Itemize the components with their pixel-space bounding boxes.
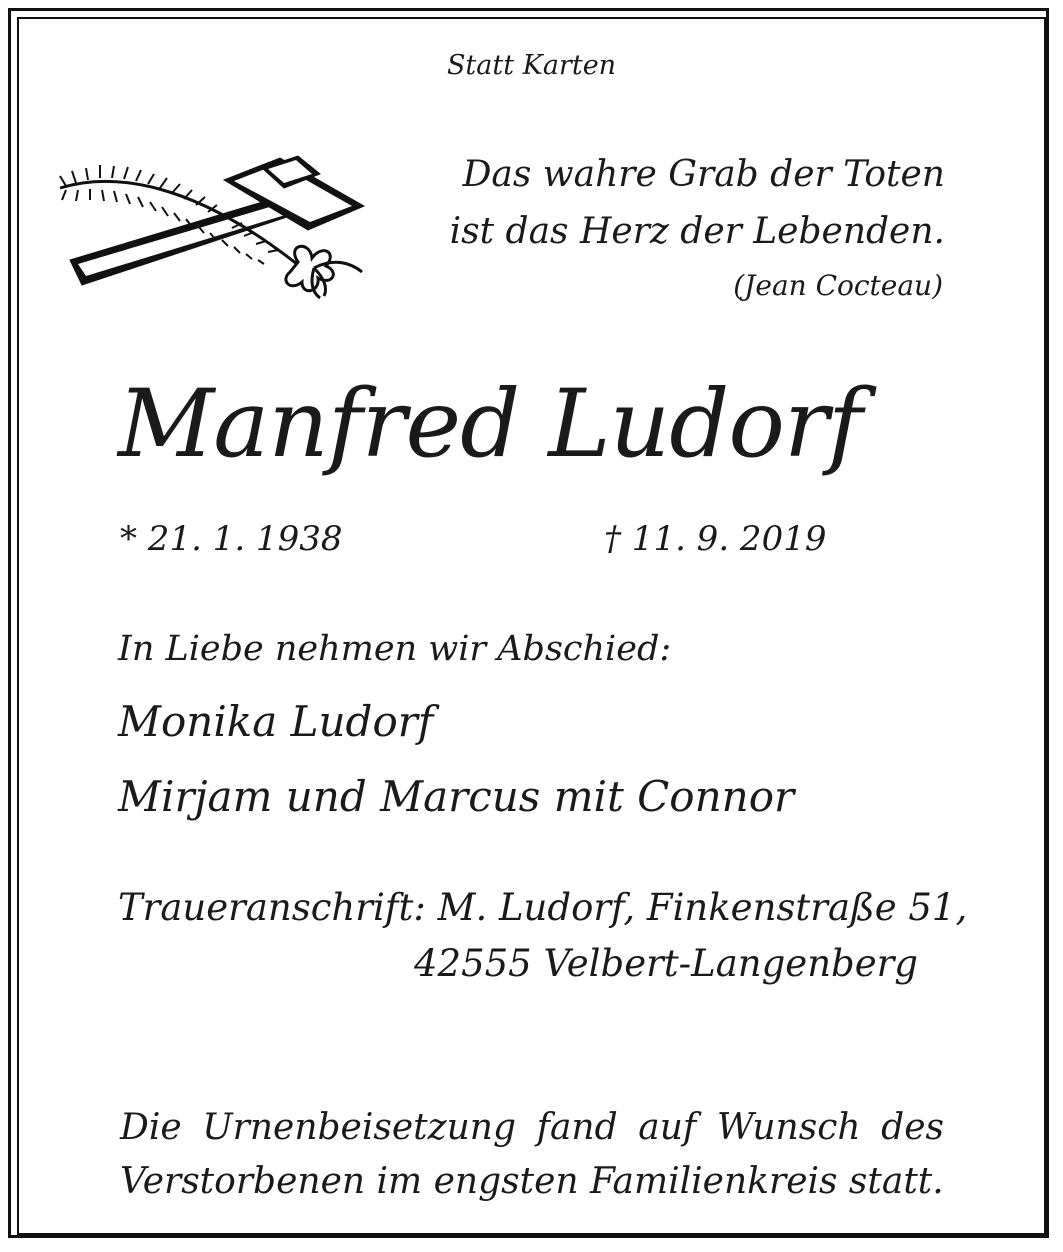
burial-note-line-1: Die Urnenbeisetzung fand auf Wunsch des (120, 1107, 944, 1148)
cross-with-palm-branch-icon (52, 150, 376, 302)
quote-line-1: Das wahre Grab der Toten (462, 154, 945, 195)
birth-date: * 21. 1. 1938 (120, 519, 343, 559)
burial-note-line-2: Verstorbenen im engsten Familienkreis statt. (120, 1161, 944, 1202)
mourner-name: Monika Ludorf (118, 697, 434, 746)
death-date: † 11. 9. 2019 (604, 519, 827, 559)
header-label: Statt Karten (446, 50, 617, 81)
quote-line-2: ist das Herz der Lebenden. (449, 211, 945, 252)
mourning-address-line-2: 42555 Velbert-Langenberg (414, 942, 918, 985)
quote-author: (Jean Cocteau) (733, 269, 943, 302)
deceased-name: Manfred Ludorf (118, 370, 862, 479)
farewell-intro: In Liebe nehmen wir Abschied: (118, 629, 672, 669)
mourning-address-line-1: Traueranschrift: M. Ludorf, Finkenstraße 51, (118, 886, 968, 929)
mourner-name: Mirjam und Marcus mit Connor (118, 772, 795, 821)
